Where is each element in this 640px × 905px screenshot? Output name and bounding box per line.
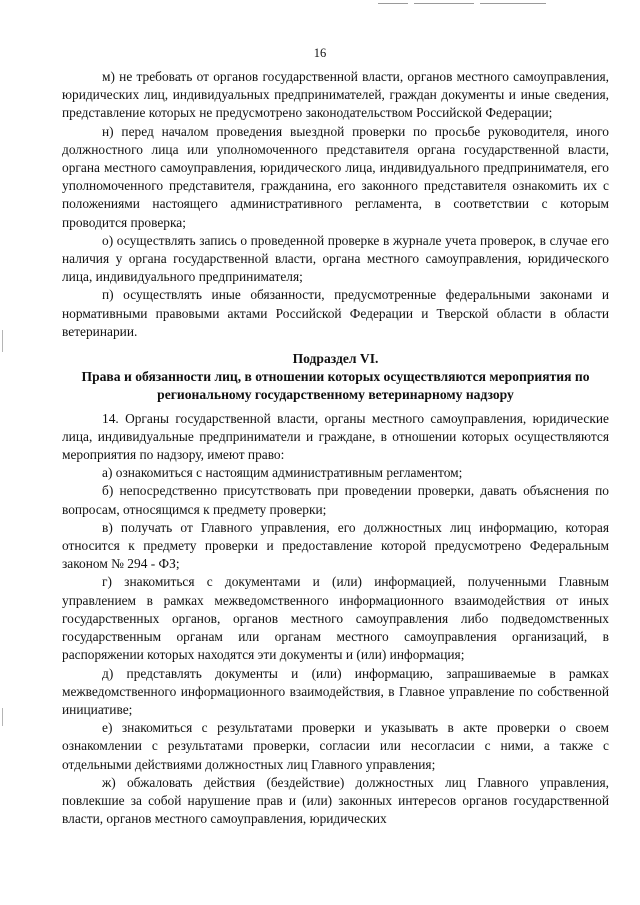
paragraph-14: 14. Органы государственной власти, органы местного самоуправления, юридические лица, индивидуальные предприниматели и граждане, в отношении которых осуществляются мероприятия по надзору, имеют право: — [62, 410, 609, 463]
document-body — [62, 68, 609, 828]
paragraph-p: п) осуществлять иные обязанности, предусмотренные федеральными законами и нормативными правовыми актами Российской Федерации и Тверской области в области ветеринарии. — [62, 287, 609, 339]
paragraph-m: м) не требовать от органов государственной власти, органов местного самоуправления, юридических лиц, индивидуальных предпринимателей, граждан документы и иные сведения, представление которых не предусмотрено законодательством Российской Федерации; — [62, 69, 609, 121]
scan-edge-line — [480, 3, 546, 4]
subsection-title: Подраздел VI. — [292, 351, 379, 367]
paragraph-a: а) ознакомиться с настоящим административным регламентом; — [102, 465, 463, 481]
scan-margin-mark — [2, 708, 3, 726]
page-number: 16 — [313, 46, 327, 60]
paragraph-e: е) знакомиться с результатами проверки и указывать в акте проверки о своем ознакомлении с результатами проверки, согласии или несогласии с ними, а также с отдельными действиями должностных лиц Главного управления; — [62, 720, 609, 772]
paragraph-o: о) осуществлять запись о проведенной проверке в журнале учета проверок, в случае его наличия у органа государственной власти, органа местного самоуправления, юридического лица, индивидуального предпринимателя; — [62, 232, 609, 285]
paragraph-b: б) непосредственно присутствовать при проведении проверки, давать объяснения по вопросам, относящимся к предмету проверки; — [62, 483, 609, 517]
paragraph-n: н) перед началом проведения выездной проверки по просьбе руководителя, иного должностного лица или уполномоченного представителя органа государственной власти, органа местного самоуправления, юридического лица, индивидуального предпринимателя, его уполномоченного представителя, гражданина, его законного представителя ознакомить их с положениями настоящего административного регламента, в соответствии с которым проводится проверка; — [62, 123, 609, 230]
scan-margin-mark — [2, 330, 3, 352]
paragraph-d: д) представлять документы и (или) информацию, запрашиваемые в рамках межведомственного информационного взаимодействия, в Главное управление по собственной инициативе; — [62, 665, 609, 717]
paragraph-zh: ж) обжаловать действия (бездействие) должностных лиц Главного управления, повлекшие за собой нарушение прав и (или) законных интересов органов государственной власти, органов местного самоуправления, юридических — [62, 774, 609, 827]
paragraph-v: в) получать от Главного управления, его должностных лиц информацию, которая относится к предмету проверки и предоставление которой предусмотрено Федеральным законом № 294 - ФЗ; — [62, 519, 609, 572]
scan-edge-line — [414, 3, 474, 4]
subsection-heading: Права и обязанности лиц, в отношении которых осуществляются мероприятия по региональному государственному ветеринарному надзору — [81, 369, 590, 403]
paragraph-g: г) знакомиться с документами и (или) информацией, полученными Главным управлением в рамках межведомственного информационного взаимодействия от иных государственных органов, органов местного самоуправления либо подведомственных государственным органам или органам местного самоуправления организаций, в распоряжении которых находятся эти документы и (или) информация; — [62, 574, 609, 663]
scan-edge-line — [378, 3, 408, 4]
